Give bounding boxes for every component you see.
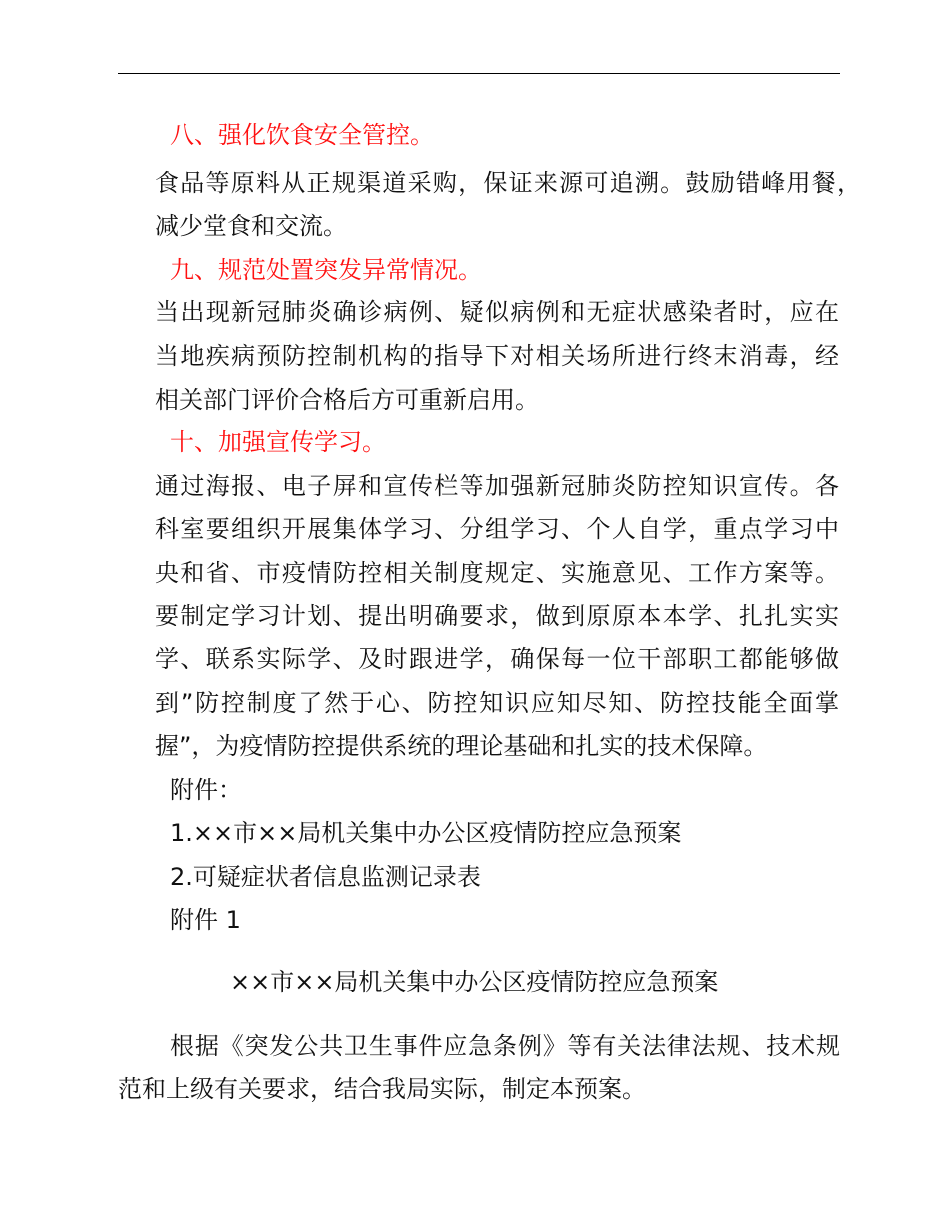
- paragraph-line: 要制定学习计划、提出明确要求，做到原原本本学、扎扎实实: [155, 602, 839, 630]
- section-heading-eight: 八、强化饮食安全管控。: [170, 121, 434, 149]
- paragraph-line: 减少堂食和交流。: [155, 212, 347, 240]
- paragraph-line: 当出现新冠肺炎确诊病例、疑似病例和无症状感染者时，应在: [155, 298, 839, 326]
- paragraph-line: 相关部门评价合格后方可重新启用。: [155, 386, 539, 414]
- attachment-item: 2.可疑症状者信息监测记录表: [170, 863, 481, 891]
- paragraph-line: 通过海报、电子屏和宣传栏等加强新冠肺炎防控知识宣传。各: [155, 472, 839, 500]
- paragraph-line: 食品等原料从正规渠道采购，保证来源可追溯。鼓励错峰用餐，: [155, 169, 861, 197]
- paragraph-line: 握”，为疫情防控提供系统的理论基础和扎实的技术保障。: [155, 732, 768, 760]
- paragraph-line: 根据《突发公共卫生事件应急条例》等有关法律法规、技术规: [170, 1032, 840, 1060]
- paragraph-line: 央和省、市疫情防控相关制度规定、实施意见、工作方案等。: [155, 559, 839, 587]
- paragraph-line: 到”防控制度了然于心、防控知识应知尽知、防控技能全面掌: [155, 689, 839, 717]
- attachment-item: 1.××市××局机关集中办公区疫情防控应急预案: [170, 819, 682, 847]
- paragraph-line: 范和上级有关要求，结合我局实际，制定本预案。: [118, 1075, 646, 1103]
- header-rule: [118, 73, 840, 74]
- paragraph-line: 科室要组织开展集体学习、分组学习、个人自学，重点学习中: [155, 515, 839, 543]
- section-heading-nine: 九、规范处置突发异常情况。: [170, 256, 482, 284]
- paragraph-line: 当地疾病预防控制机构的指导下对相关场所进行终末消毒，经: [155, 342, 839, 370]
- paragraph-line: 学、联系实际学、及时跟进学，确保每一位干部职工都能够做: [155, 645, 839, 673]
- attachments-label: 附件：: [170, 776, 242, 804]
- section-heading-ten: 十、加强宣传学习。: [170, 428, 386, 456]
- plan-title: ××市××局机关集中办公区疫情防控应急预案: [230, 968, 719, 996]
- attachment1-label: 附件 1: [170, 906, 241, 934]
